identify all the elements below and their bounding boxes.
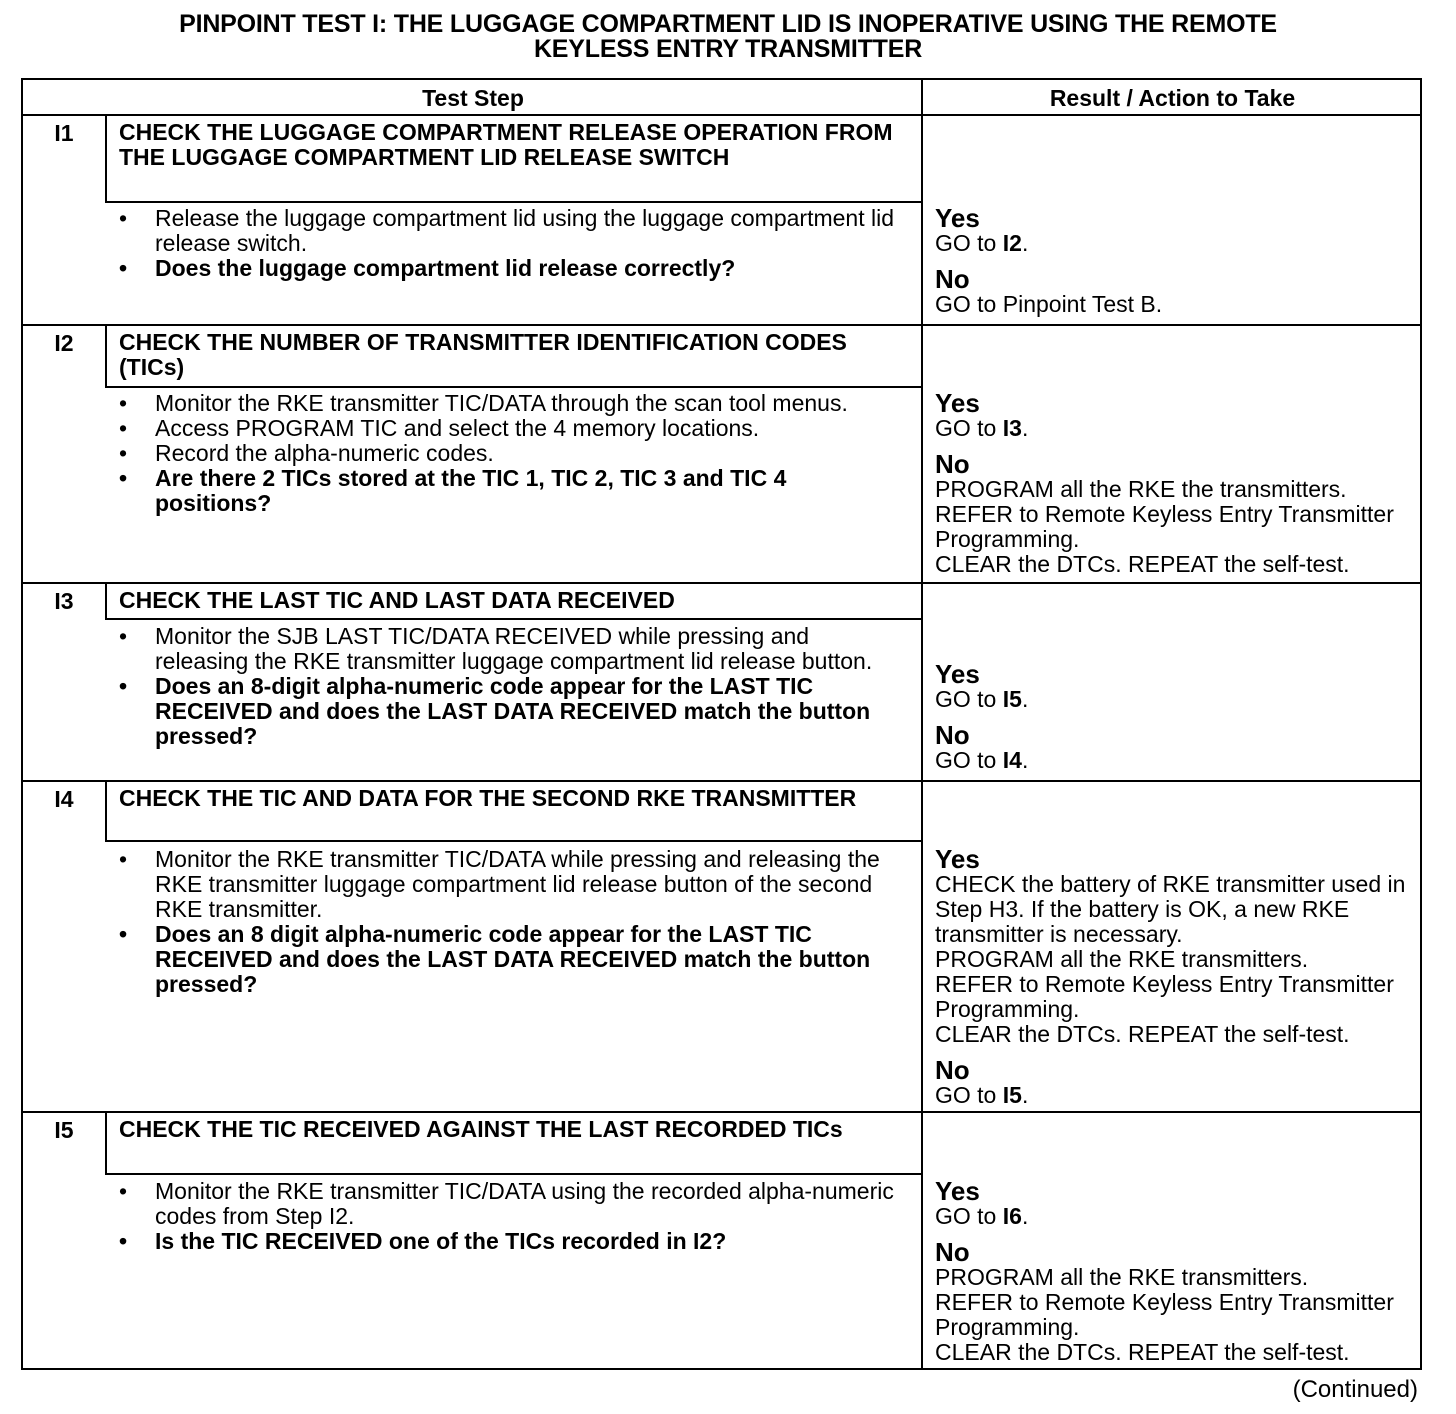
result-action bbox=[935, 846, 1415, 1108]
step-heading: CHECK THE TIC RECEIVED AGAINST THE LAST RECORDED TICs bbox=[105, 1113, 921, 1175]
instruction-item: • Monitor the RKE transmitter TIC/DATA through the scan tool menus. bbox=[119, 390, 848, 416]
result-action bbox=[935, 390, 1415, 577]
no-label: No bbox=[935, 1055, 970, 1085]
yes-label: Yes bbox=[935, 844, 980, 874]
yes-label: Yes bbox=[935, 1176, 980, 1206]
step-heading: CHECK THE LAST TIC AND LAST DATA RECEIVED bbox=[105, 584, 921, 620]
instruction-item: • Monitor the RKE transmitter TIC/DATA using the recorded alpha-numeric codes from Step I2. bbox=[119, 1178, 894, 1229]
yes-action-line: CLEAR the DTCs. REPEAT the self-test. bbox=[935, 1021, 1350, 1047]
no-action-line: PROGRAM all the RKE the transmitters. bbox=[935, 476, 1347, 502]
test-step-row-i2 bbox=[23, 326, 1420, 582]
yes-label: Yes bbox=[935, 203, 980, 233]
yes-label: Yes bbox=[935, 659, 980, 689]
step-id: I1 bbox=[54, 120, 74, 146]
yes-action-line: REFER to Remote Keyless Entry Transmitter Programming. bbox=[935, 971, 1394, 1022]
no-label: No bbox=[935, 264, 970, 294]
question-item: • Does the luggage compartment lid release correctly? bbox=[119, 255, 736, 281]
no-action-line: REFER to Remote Keyless Entry Transmitter Programming. bbox=[935, 501, 1394, 552]
step-heading: CHECK THE TIC AND DATA FOR THE SECOND RKE TRANSMITTER bbox=[105, 782, 921, 842]
pinpoint-test-table bbox=[21, 78, 1422, 1370]
no-action: GO to I5. bbox=[935, 1082, 1029, 1108]
step-id: I2 bbox=[54, 330, 74, 356]
title-line-2: KEYLESS ENTRY TRANSMITTER bbox=[533, 35, 923, 63]
yes-action: GO to I2. bbox=[935, 230, 1029, 256]
test-step-row-i4 bbox=[23, 782, 1420, 1112]
no-action-line: REFER to Remote Keyless Entry Transmitter Programming. bbox=[935, 1289, 1394, 1340]
test-step-row-i1 bbox=[23, 116, 1420, 324]
step-id: I3 bbox=[54, 588, 74, 614]
test-step-row-i3 bbox=[23, 584, 1420, 780]
instruction-item: • Access PROGRAM TIC and select the 4 memory locations. bbox=[119, 415, 760, 441]
step-heading: CHECK THE LUGGAGE COMPARTMENT RELEASE OPERATION FROM THE LUGGAGE COMPARTMENT LID RELEASE SWITCH bbox=[105, 116, 921, 203]
yes-action-line: CHECK the battery of RKE transmitter used in Step H3. If the battery is OK, a new RKE transmitter is necessary. bbox=[935, 871, 1406, 947]
instruction-item: • Record the alpha-numeric codes. bbox=[119, 440, 494, 466]
step-instructions bbox=[113, 391, 903, 516]
question-item: • Does an 8-digit alpha-numeric code appear for the LAST TIC RECEIVED and does the LAST DATA RECEIVED match the button pressed? bbox=[119, 673, 871, 749]
no-label: No bbox=[935, 1237, 970, 1267]
question-item: • Is the TIC RECEIVED one of the TICs recorded in I2? bbox=[119, 1228, 727, 1254]
instruction-item: • Monitor the SJB LAST TIC/DATA RECEIVED while pressing and releasing the RKE transmitter luggage compartment lid release button. bbox=[119, 623, 873, 674]
no-label: No bbox=[935, 449, 970, 479]
step-id: I4 bbox=[54, 786, 74, 812]
yes-label: Yes bbox=[935, 388, 980, 418]
yes-action-line: PROGRAM all the RKE transmitters. bbox=[935, 946, 1309, 972]
no-action-line: CLEAR the DTCs. REPEAT the self-test. bbox=[935, 1339, 1350, 1365]
no-label: No bbox=[935, 720, 970, 750]
step-instructions bbox=[113, 624, 903, 749]
step-instructions bbox=[113, 1179, 903, 1254]
result-action bbox=[935, 205, 1415, 317]
no-action-line: PROGRAM all the RKE transmitters. bbox=[935, 1264, 1309, 1290]
result-action bbox=[935, 1178, 1415, 1365]
header-result-action: Result / Action to Take bbox=[923, 80, 1422, 116]
instruction-item: • Monitor the RKE transmitter TIC/DATA while pressing and releasing the RKE transmitter luggage compartment lid release button of the second RKE transmitter. bbox=[119, 846, 880, 922]
question-item: • Does an 8 digit alpha-numeric code appear for the LAST TIC RECEIVED and does the LAST DATA RECEIVED match the button pressed? bbox=[119, 921, 871, 997]
yes-action: GO to I6. bbox=[935, 1203, 1029, 1229]
step-instructions bbox=[113, 847, 903, 997]
yes-action: GO to I5. bbox=[935, 686, 1029, 712]
instruction-item: • Release the luggage compartment lid using the luggage compartment lid release switch. bbox=[119, 205, 894, 256]
question-item: • Are there 2 TICs stored at the TIC 1, TIC 2, TIC 3 and TIC 4 positions? bbox=[119, 465, 787, 516]
page-title bbox=[0, 12, 1456, 62]
step-id: I5 bbox=[54, 1117, 74, 1143]
title-line-1: PINPOINT TEST I: THE LUGGAGE COMPARTMENT LID IS INOPERATIVE USING THE REMOTE bbox=[179, 10, 1277, 38]
test-step-row-i5 bbox=[23, 1113, 1420, 1368]
yes-action: GO to I3. bbox=[935, 415, 1029, 441]
no-action: GO to Pinpoint Test B. bbox=[935, 291, 1163, 317]
step-instructions bbox=[113, 206, 903, 281]
header-test-step: Test Step bbox=[23, 80, 923, 116]
no-action: GO to I4. bbox=[935, 747, 1029, 773]
continued-note: (Continued) bbox=[1292, 1376, 1418, 1403]
result-action bbox=[935, 661, 1415, 773]
step-heading: CHECK THE NUMBER OF TRANSMITTER IDENTIFICATION CODES (TICs) bbox=[105, 326, 921, 388]
no-action-line: CLEAR the DTCs. REPEAT the self-test. bbox=[935, 551, 1350, 577]
